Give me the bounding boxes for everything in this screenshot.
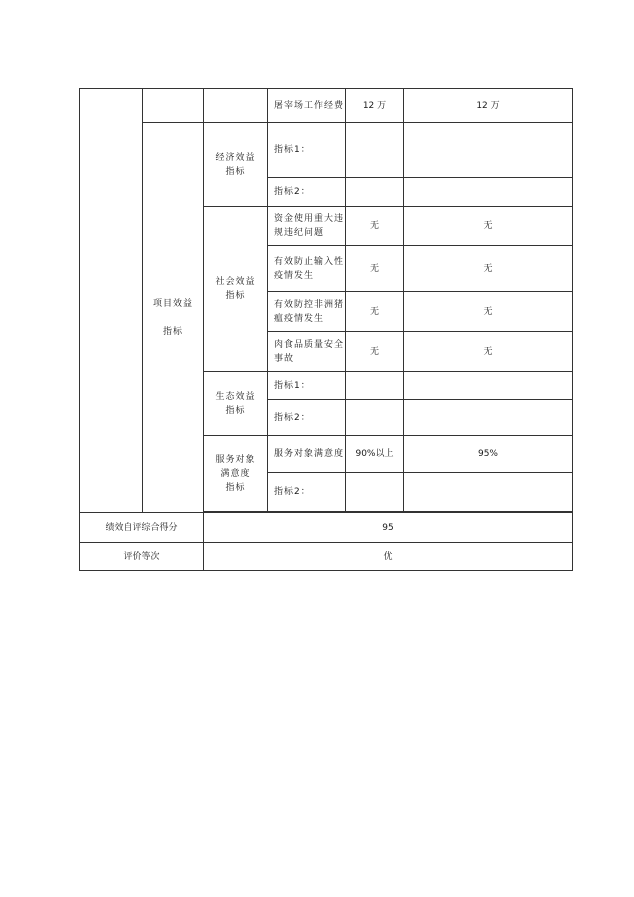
social-line1: 社会效益 (215, 277, 256, 287)
actual-cell (404, 178, 573, 207)
indicator-line2: 疫情发生 (274, 270, 315, 281)
indicator-cell (268, 246, 346, 292)
indicator-cell (268, 178, 346, 207)
indicator-text: 指标2： (274, 412, 311, 423)
indicator-line2: 规违纪问题 (274, 228, 325, 238)
target-text: 无 (369, 221, 379, 231)
table-row (80, 89, 573, 123)
target-text: 无 (369, 263, 379, 274)
grade-value: 优 (383, 551, 393, 562)
ecological-line2: 指标 (225, 405, 246, 416)
actual-text: 无 (483, 346, 493, 357)
target-cell (346, 332, 404, 372)
actual-cell (404, 400, 573, 436)
grade-value-cell (204, 543, 573, 571)
target-text: 12 万 (362, 100, 387, 111)
actual-cell (404, 436, 573, 473)
satisfaction-label-cell (204, 436, 268, 512)
table-row (80, 123, 573, 178)
economic-line2: 指标 (225, 166, 246, 177)
indicator-line1: 资金使用重大违 (274, 214, 345, 224)
grade-label: 评价等次 (123, 551, 160, 562)
target-cell (346, 123, 404, 178)
indicator-cell (268, 207, 346, 246)
actual-cell (404, 292, 573, 332)
indicator-cell (268, 123, 346, 178)
actual-text: 95% (477, 449, 498, 459)
grade-label-cell (80, 543, 204, 571)
indicator-line1: 有效防控非洲猪 (274, 299, 345, 310)
target-cell (346, 292, 404, 332)
indicator-line2: 瘟疫情发生 (274, 313, 325, 324)
project-benefit-line2: 指标 (162, 326, 183, 337)
target-text: 无 (369, 306, 379, 317)
table-row (80, 513, 573, 543)
indicator-cell (268, 372, 346, 400)
actual-text: 12 万 (476, 100, 500, 111)
actual-cell (404, 89, 573, 123)
social-line2: 指标 (225, 291, 246, 301)
satisfaction-line2: 满意度 (220, 468, 251, 479)
indicator-text: 服务对象满意度 (274, 449, 345, 459)
target-cell (346, 89, 404, 123)
actual-cell (404, 246, 573, 292)
blank-cell (143, 89, 204, 123)
ecological-line1: 生态效益 (215, 391, 256, 402)
ecological-label-cell (204, 372, 268, 436)
actual-cell (404, 372, 573, 400)
indicator-cell (268, 436, 346, 473)
project-benefit-line1: 项目效益 (152, 298, 193, 309)
actual-cell (404, 123, 573, 178)
indicator-text: 指标1： (274, 145, 311, 155)
indicator-cell (268, 89, 346, 123)
table-row (80, 543, 573, 571)
score-value: 95 (382, 522, 394, 533)
satisfaction-line3: 指标 (225, 482, 246, 493)
actual-text: 无 (483, 306, 493, 317)
target-cell (346, 178, 404, 207)
indicator-text: 指标2： (274, 187, 311, 197)
blank-outer-cell (80, 89, 143, 513)
satisfaction-line1: 服务对象 (215, 454, 256, 465)
target-cell (346, 246, 404, 292)
target-cell (346, 400, 404, 436)
indicator-cell (268, 400, 346, 436)
indicator-cell (268, 292, 346, 332)
indicator-line1: 肉食品质量安全 (274, 339, 345, 350)
actual-cell (404, 332, 573, 372)
actual-cell (404, 207, 573, 246)
target-cell (346, 473, 404, 512)
indicator-cell (268, 332, 346, 372)
indicator-text: 指标2： (274, 487, 311, 497)
project-benefit-label-cell (143, 123, 204, 513)
indicator-line1: 有效防止输入性 (274, 256, 345, 267)
target-cell (346, 372, 404, 400)
indicator-line2: 事故 (274, 353, 295, 364)
target-text: 无 (369, 346, 379, 357)
actual-text: 无 (483, 263, 493, 274)
target-cell (346, 207, 404, 246)
blank-cell (204, 89, 268, 123)
target-cell (346, 436, 404, 473)
economic-line1: 经济效益 (215, 152, 256, 163)
target-text: 90%以上 (355, 449, 394, 459)
score-value-cell (204, 513, 573, 543)
indicator-cell (268, 473, 346, 512)
indicator-text: 屠宰场工作经费 (274, 100, 345, 111)
performance-table (79, 88, 573, 571)
economic-label-cell (204, 123, 268, 207)
score-label-cell (80, 513, 204, 543)
social-label-cell (204, 207, 268, 372)
actual-cell (404, 473, 573, 512)
score-label: 绩效自评综合得分 (105, 522, 178, 533)
actual-text: 无 (483, 221, 493, 231)
indicator-text: 指标1： (274, 380, 311, 391)
